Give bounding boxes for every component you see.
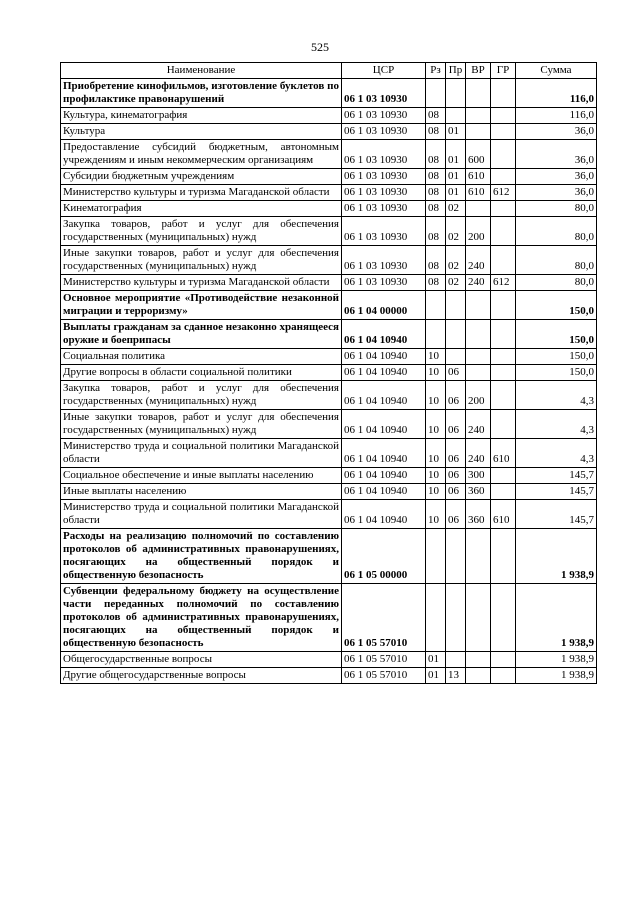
cell-name: Другие общегосударственные вопросы <box>61 668 342 684</box>
cell-pr: 13 <box>446 668 466 684</box>
cell-gr <box>491 381 516 410</box>
cell-gr <box>491 349 516 365</box>
table-row <box>61 349 597 365</box>
table-row <box>61 108 597 124</box>
cell-sum: 1 938,9 <box>516 529 597 584</box>
cell-vr <box>466 349 491 365</box>
cell-sum: 4,3 <box>516 439 597 468</box>
table-row <box>61 410 597 439</box>
cell-rz: 08 <box>426 217 446 246</box>
cell-csr: 06 1 04 00000 <box>342 291 426 320</box>
cell-pr: 06 <box>446 410 466 439</box>
cell-rz: 08 <box>426 201 446 217</box>
cell-vr <box>466 320 491 349</box>
cell-sum: 80,0 <box>516 217 597 246</box>
cell-vr <box>466 584 491 652</box>
cell-csr: 06 1 03 10930 <box>342 79 426 108</box>
cell-rz: 10 <box>426 365 446 381</box>
cell-csr: 06 1 05 00000 <box>342 529 426 584</box>
cell-name: Выплаты гражданам за сданное незаконно хранящееся оружие и боеприпасы <box>61 320 342 349</box>
cell-csr: 06 1 04 10940 <box>342 439 426 468</box>
cell-name: Социальное обеспечение и иные выплаты населению <box>61 468 342 484</box>
cell-pr <box>446 584 466 652</box>
cell-gr <box>491 217 516 246</box>
cell-vr: 240 <box>466 410 491 439</box>
cell-pr: 06 <box>446 500 466 529</box>
table-row <box>61 365 597 381</box>
table-row <box>61 500 597 529</box>
cell-pr: 02 <box>446 217 466 246</box>
cell-sum: 80,0 <box>516 246 597 275</box>
cell-csr: 06 1 04 10940 <box>342 349 426 365</box>
cell-vr <box>466 79 491 108</box>
table-row <box>61 584 597 652</box>
cell-name: Субвенции федеральному бюджету на осуществление части переданных полномочий по составлению протоколов об административных правонарушениях, посягающих на общественный порядок и общественную безопасность <box>61 584 342 652</box>
budget-table <box>60 62 597 684</box>
cell-pr: 02 <box>446 246 466 275</box>
cell-pr: 01 <box>446 124 466 140</box>
cell-pr: 06 <box>446 484 466 500</box>
header-gr: ГР <box>491 63 516 79</box>
cell-vr: 240 <box>466 439 491 468</box>
cell-gr <box>491 484 516 500</box>
header-vr: ВР <box>466 63 491 79</box>
cell-gr <box>491 668 516 684</box>
cell-name: Расходы на реализацию полномочий по составлению протоколов об административных правонарушениях, посягающих на общественный порядок и общественную безопасность <box>61 529 342 584</box>
cell-csr: 06 1 04 10940 <box>342 410 426 439</box>
cell-csr: 06 1 04 10940 <box>342 484 426 500</box>
cell-csr: 06 1 03 10930 <box>342 108 426 124</box>
cell-gr: 610 <box>491 439 516 468</box>
cell-csr: 06 1 05 57010 <box>342 584 426 652</box>
table-row <box>61 668 597 684</box>
cell-vr <box>466 291 491 320</box>
cell-gr <box>491 169 516 185</box>
cell-vr: 240 <box>466 246 491 275</box>
cell-rz: 10 <box>426 381 446 410</box>
cell-rz <box>426 291 446 320</box>
cell-sum: 116,0 <box>516 108 597 124</box>
cell-sum: 1 938,9 <box>516 668 597 684</box>
cell-rz: 08 <box>426 140 446 169</box>
cell-csr: 06 1 03 10930 <box>342 275 426 291</box>
table-row <box>61 201 597 217</box>
cell-csr: 06 1 03 10930 <box>342 140 426 169</box>
cell-pr: 06 <box>446 381 466 410</box>
header-pr: Пр <box>446 63 466 79</box>
cell-vr: 200 <box>466 217 491 246</box>
cell-vr: 360 <box>466 484 491 500</box>
table-row <box>61 246 597 275</box>
header-csr: ЦСР <box>342 63 426 79</box>
table-header-row <box>61 63 597 79</box>
cell-rz: 01 <box>426 668 446 684</box>
cell-sum: 36,0 <box>516 140 597 169</box>
cell-sum: 150,0 <box>516 291 597 320</box>
table-body <box>61 79 597 684</box>
cell-rz <box>426 79 446 108</box>
cell-vr <box>466 668 491 684</box>
cell-csr: 06 1 03 10930 <box>342 185 426 201</box>
cell-rz: 08 <box>426 124 446 140</box>
cell-rz: 10 <box>426 349 446 365</box>
cell-name: Культура, кинематография <box>61 108 342 124</box>
cell-vr: 300 <box>466 468 491 484</box>
cell-vr <box>466 652 491 668</box>
cell-pr: 02 <box>446 201 466 217</box>
cell-name: Закупка товаров, работ и услуг для обеспечения государственных (муниципальных) нужд <box>61 381 342 410</box>
header-sum: Сумма <box>516 63 597 79</box>
cell-vr: 200 <box>466 381 491 410</box>
cell-vr <box>466 124 491 140</box>
cell-pr: 06 <box>446 468 466 484</box>
cell-vr <box>466 365 491 381</box>
cell-gr <box>491 652 516 668</box>
cell-gr: 610 <box>491 500 516 529</box>
cell-pr: 01 <box>446 169 466 185</box>
cell-sum: 36,0 <box>516 169 597 185</box>
cell-gr <box>491 246 516 275</box>
cell-name: Приобретение кинофильмов, изготовление буклетов по профилактике правонарушений <box>61 79 342 108</box>
cell-name: Другие вопросы в области социальной политики <box>61 365 342 381</box>
cell-pr <box>446 652 466 668</box>
cell-vr <box>466 529 491 584</box>
table-row <box>61 529 597 584</box>
cell-gr <box>491 124 516 140</box>
cell-name: Иные закупки товаров, работ и услуг для обеспечения государственных (муниципальных) нужд <box>61 410 342 439</box>
cell-name: Социальная политика <box>61 349 342 365</box>
cell-sum: 145,7 <box>516 484 597 500</box>
cell-sum: 150,0 <box>516 365 597 381</box>
table-row <box>61 320 597 349</box>
cell-sum: 36,0 <box>516 124 597 140</box>
page-number: 525 <box>311 40 329 54</box>
cell-vr: 240 <box>466 275 491 291</box>
cell-pr <box>446 320 466 349</box>
cell-rz <box>426 320 446 349</box>
cell-csr: 06 1 04 10940 <box>342 320 426 349</box>
cell-rz: 01 <box>426 652 446 668</box>
table-row <box>61 439 597 468</box>
cell-rz: 08 <box>426 275 446 291</box>
cell-name: Культура <box>61 124 342 140</box>
cell-csr: 06 1 04 10940 <box>342 468 426 484</box>
cell-rz: 10 <box>426 439 446 468</box>
table-row <box>61 124 597 140</box>
cell-csr: 06 1 04 10940 <box>342 381 426 410</box>
cell-rz: 08 <box>426 185 446 201</box>
cell-rz <box>426 529 446 584</box>
cell-rz: 08 <box>426 246 446 275</box>
table-row <box>61 484 597 500</box>
table-row <box>61 381 597 410</box>
cell-sum: 150,0 <box>516 320 597 349</box>
cell-gr <box>491 320 516 349</box>
cell-rz: 10 <box>426 410 446 439</box>
cell-sum: 145,7 <box>516 500 597 529</box>
cell-vr <box>466 108 491 124</box>
cell-name: Иные закупки товаров, работ и услуг для обеспечения государственных (муниципальных) нужд <box>61 246 342 275</box>
cell-name: Кинематография <box>61 201 342 217</box>
cell-gr <box>491 529 516 584</box>
cell-name: Общегосударственные вопросы <box>61 652 342 668</box>
table-row <box>61 185 597 201</box>
cell-vr: 610 <box>466 169 491 185</box>
cell-sum: 145,7 <box>516 468 597 484</box>
cell-rz: 10 <box>426 500 446 529</box>
cell-csr: 06 1 03 10930 <box>342 169 426 185</box>
cell-sum: 36,0 <box>516 185 597 201</box>
cell-gr <box>491 468 516 484</box>
cell-csr: 06 1 03 10930 <box>342 124 426 140</box>
cell-csr: 06 1 03 10930 <box>342 246 426 275</box>
cell-rz: 10 <box>426 468 446 484</box>
cell-name: Закупка товаров, работ и услуг для обеспечения государственных (муниципальных) нужд <box>61 217 342 246</box>
cell-gr <box>491 140 516 169</box>
cell-gr <box>491 201 516 217</box>
table-row <box>61 217 597 246</box>
cell-sum: 4,3 <box>516 410 597 439</box>
cell-csr: 06 1 05 57010 <box>342 652 426 668</box>
cell-pr <box>446 79 466 108</box>
cell-vr: 600 <box>466 140 491 169</box>
cell-pr <box>446 291 466 320</box>
table-row <box>61 140 597 169</box>
table-row <box>61 275 597 291</box>
cell-csr: 06 1 03 10930 <box>342 201 426 217</box>
cell-name: Министерство труда и социальной политики Магаданской области <box>61 500 342 529</box>
cell-gr <box>491 291 516 320</box>
cell-sum: 150,0 <box>516 349 597 365</box>
cell-vr: 610 <box>466 185 491 201</box>
table-row <box>61 291 597 320</box>
cell-name: Министерство культуры и туризма Магаданской области <box>61 185 342 201</box>
table-row <box>61 468 597 484</box>
cell-gr <box>491 365 516 381</box>
cell-sum: 80,0 <box>516 275 597 291</box>
cell-sum: 1 938,9 <box>516 652 597 668</box>
cell-vr <box>466 201 491 217</box>
cell-csr: 06 1 04 10940 <box>342 365 426 381</box>
cell-pr: 01 <box>446 140 466 169</box>
header-name: Наименование <box>61 63 342 79</box>
cell-gr <box>491 410 516 439</box>
cell-name: Министерство труда и социальной политики Магаданской области <box>61 439 342 468</box>
cell-csr: 06 1 05 57010 <box>342 668 426 684</box>
cell-name: Иные выплаты населению <box>61 484 342 500</box>
cell-rz: 10 <box>426 484 446 500</box>
cell-vr: 360 <box>466 500 491 529</box>
table-row <box>61 79 597 108</box>
table-row <box>61 169 597 185</box>
cell-rz: 08 <box>426 108 446 124</box>
cell-name: Субсидии бюджетным учреждениям <box>61 169 342 185</box>
cell-sum: 116,0 <box>516 79 597 108</box>
cell-gr: 612 <box>491 275 516 291</box>
cell-pr: 06 <box>446 365 466 381</box>
cell-pr <box>446 349 466 365</box>
cell-gr <box>491 108 516 124</box>
cell-sum: 80,0 <box>516 201 597 217</box>
cell-rz <box>426 584 446 652</box>
header-rz: Рз <box>426 63 446 79</box>
cell-gr <box>491 79 516 108</box>
cell-rz: 08 <box>426 169 446 185</box>
cell-pr <box>446 108 466 124</box>
cell-name: Министерство культуры и туризма Магаданской области <box>61 275 342 291</box>
cell-name: Основное мероприятие «Противодействие незаконной миграции и терроризму» <box>61 291 342 320</box>
cell-pr: 01 <box>446 185 466 201</box>
cell-csr: 06 1 03 10930 <box>342 217 426 246</box>
cell-csr: 06 1 04 10940 <box>342 500 426 529</box>
cell-gr <box>491 584 516 652</box>
cell-sum: 4,3 <box>516 381 597 410</box>
cell-gr: 612 <box>491 185 516 201</box>
table-row <box>61 652 597 668</box>
cell-sum: 1 938,9 <box>516 584 597 652</box>
cell-pr: 02 <box>446 275 466 291</box>
cell-name: Предоставление субсидий бюджетным, автономным учреждениям и иным некоммерческим организациям <box>61 140 342 169</box>
cell-pr: 06 <box>446 439 466 468</box>
cell-pr <box>446 529 466 584</box>
